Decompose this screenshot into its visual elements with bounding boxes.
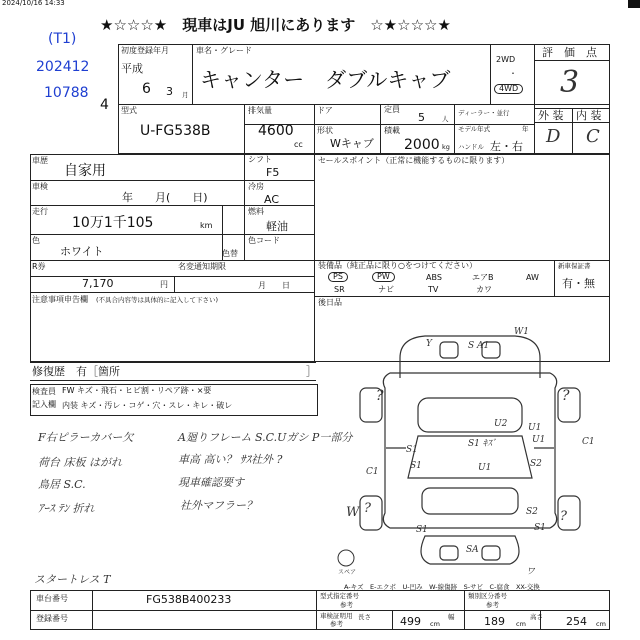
fuel-label: 燃料 [248,207,264,216]
spec-label: 型式指定番号 [320,592,359,600]
fuel: 軽油 [266,220,288,233]
diagram-mark-13: S1 [410,461,422,471]
width-label: 幅 [448,613,455,621]
diagram-mark-3: S1 ｷｽﾞ [468,439,497,449]
capacity-label: 定員 [384,105,400,114]
hand-note-5: A廻りフレーム S.C.Uガシ P一部分 [178,431,353,444]
dealer-label: ディーラー・並行 [458,109,510,117]
width: 189 [484,615,505,628]
exterior-value: D [546,126,561,147]
first-reg-era: 平成 [121,62,143,75]
chassis-label: 車台番号 [36,594,68,603]
caution-sub: (不具合内容等は具体的に記入して下さい) [96,296,219,304]
length: 499 [400,615,421,628]
color-change-label: 色替 [222,249,238,258]
warranty-value: 有・無 [562,277,595,290]
notice-label: 名変通知期限 [178,262,226,271]
left-mark: 4 [100,97,109,113]
diagram-mark-19: W [346,505,360,520]
diagram-mark-9: U1 [478,463,492,473]
model-year-label: モデル年式 [458,125,491,133]
first-reg-month: 3 [166,85,173,98]
hand-note-2: 荷台 床板 はがれ [38,456,122,469]
length-unit: cm [430,620,440,628]
hand-note-6: 車高 高い？ ｻｽ社外 ? [178,453,283,466]
equip-navi: ナビ [378,285,394,294]
diagram-mark-16: ? [364,501,371,516]
diagram-mark-10: S1 [406,445,418,455]
usage: 自家用 [64,163,106,179]
class-label: 類別区分番号 [468,592,507,600]
spec-reference: 参考 [340,601,353,609]
equip-leather: カワ [476,285,492,294]
repair-end: ］ [306,365,317,378]
color-label: 色 [32,236,40,245]
displacement-unit: cc [294,140,303,149]
selling-points-label: セールスポイント（正常に機能するものに限ります） [318,156,510,165]
corner-mark [628,0,640,8]
warranty-label: 新車保証書 [558,262,591,270]
diagram-mark-18: ? [560,509,567,524]
stamp-line-1: (T1) [48,31,77,47]
rating-label: 評 価 点 [542,46,597,59]
drive-4wd: 4WD [494,84,523,94]
remarks-label: 後日品 [318,298,342,307]
inspector-row-2: 内装 キズ・汚レ・コゲ・穴・スレ・キレ・破レ [62,401,233,410]
diagram-mark-11: S1 [416,525,428,535]
cert-reference: 参考 [330,620,343,628]
car-diagram [330,318,612,580]
drive-2wd: 2WD [496,55,516,64]
interior-value: C [586,126,600,147]
mileage-label: 走行 [32,207,48,216]
rating-value: 3 [560,65,580,100]
shift-label: シフト [248,155,272,164]
equip-airbag: エアB [472,273,494,282]
diagram-mark-1: S A1 [468,341,490,351]
hand-note-9: スタートレス T [34,573,111,586]
class-reference: 参考 [486,601,499,609]
handle-label: ハンドル [458,143,484,151]
equip-sr: SR [334,285,345,294]
capacity-unit: 人 [442,115,449,123]
first-reg-month-unit: 月 [182,91,189,99]
diagram-mark-12: S2 [530,459,542,469]
equip-aw: AW [526,273,539,282]
inspection: 年 月( 日) [122,191,208,204]
diagram-mark-2: W1 [514,327,529,337]
stamp-line-3: 10788 [44,85,89,101]
color-code-label: 色コード [248,236,280,245]
body-type-label: 形状 [317,126,333,135]
diagram-mark-21: ワ [526,567,536,577]
recycle: 7,170 [82,277,114,290]
usage-label: 車歴 [32,156,48,165]
diagram-mark-15: S2 [526,507,538,517]
reg-no-label: 登録番号 [36,614,68,623]
body-type: Wキャブ [330,137,374,150]
inspector-label-2: 記入欄 [32,400,56,409]
equip-abs: ABS [426,273,442,282]
diagram-mark-14: S1 [534,523,546,533]
interior-label: 内 装 [576,109,602,122]
diagram-mark-17: C1 [582,437,595,447]
height: 254 [566,615,587,628]
recycle-label: R券 [32,262,46,271]
width-unit: cm [516,620,526,628]
displacement: 4600 [258,123,294,139]
equip-ps: PS [328,272,348,282]
color: ホワイト [60,245,104,258]
banner: ★☆☆☆★ 現車はJU 旭川にあります ☆★☆☆☆★ [100,16,451,34]
hand-note-1: F右ピラーカバー欠 [38,431,134,444]
timestamp: 2024/10/16 14:33 [2,0,65,7]
handle-value: 左・右 [490,140,523,153]
first-reg-year: 6 [142,81,151,97]
recycle-unit: 円 [160,280,168,289]
inspector-row-1: FW キズ・飛石・ヒビ割・リペア跡・×要 [62,386,212,395]
displacement-label: 排気量 [248,106,272,115]
length-label: 長さ [358,613,371,621]
diagram-mark-20: SA [466,545,479,555]
first-reg-label: 初度登録年月 [121,46,169,55]
hand-note-8: 社外マフラー？ [180,499,257,512]
inspection-label: 車検 [32,182,48,191]
model-name: キャンター ダブルキャブ [200,68,451,92]
spare-icon [338,550,354,566]
doors-label: ドア [317,106,333,115]
diagram-mark-5: Y [426,339,432,349]
diagram-mark-7: ? [562,388,570,404]
diagram-mark-22: U1 [528,423,542,433]
height-label: 高さ [530,613,543,621]
load-unit: kg [442,143,450,151]
capacity: 5 [418,111,425,124]
model-code: U-FG538B [140,123,211,139]
model-code-label: 型式 [121,106,137,115]
model-year-unit: 年 [522,125,529,133]
mileage: 10万1千105 [72,215,154,231]
shift: F5 [266,166,280,179]
caution-label: 注意事項申告欄 [32,295,88,304]
load-label: 積載 [384,126,400,135]
diagram-mark-8: U1 [532,435,546,445]
diagram-mark-6: ? [376,388,384,404]
notice: 月 日 [258,281,290,290]
ac: AC [264,193,280,206]
model-name-label: 車名・グレード [196,46,252,55]
ac-label: 冷房 [248,182,264,191]
equipment-label: 装備品（純正品に限り○をつけてください） [318,261,477,270]
hand-note-3: 鳥居 S.C. [38,478,86,491]
legend: A-キズ E-エクボ U-凹み W-線傷跡 S-サビ C-腐食 XX-交換 [344,583,540,591]
spare-label: スペア [338,569,357,576]
inspector-label-1: 検査員 [32,387,56,396]
cert-label: 車検証明用 [320,612,353,620]
equip-tv: TV [428,285,439,294]
hand-note-4: ｱｰｽ ﾃﾝ 折れ [38,502,95,515]
hand-note-7: 現車確認要す [178,476,244,489]
stamp-line-2: 202412 [36,59,90,75]
diagram-mark-23: U2 [494,419,508,429]
equip-pw: PW [372,272,395,282]
exterior-label: 外 装 [538,109,564,122]
mileage-unit: km [200,221,213,230]
repair-label: 修復歴 有［箇所 [32,365,120,378]
height-unit: cm [596,620,606,628]
load: 2000 [404,137,440,153]
diagram-mark-4: C1 [366,467,379,477]
chassis: FG538B400233 [146,593,232,606]
